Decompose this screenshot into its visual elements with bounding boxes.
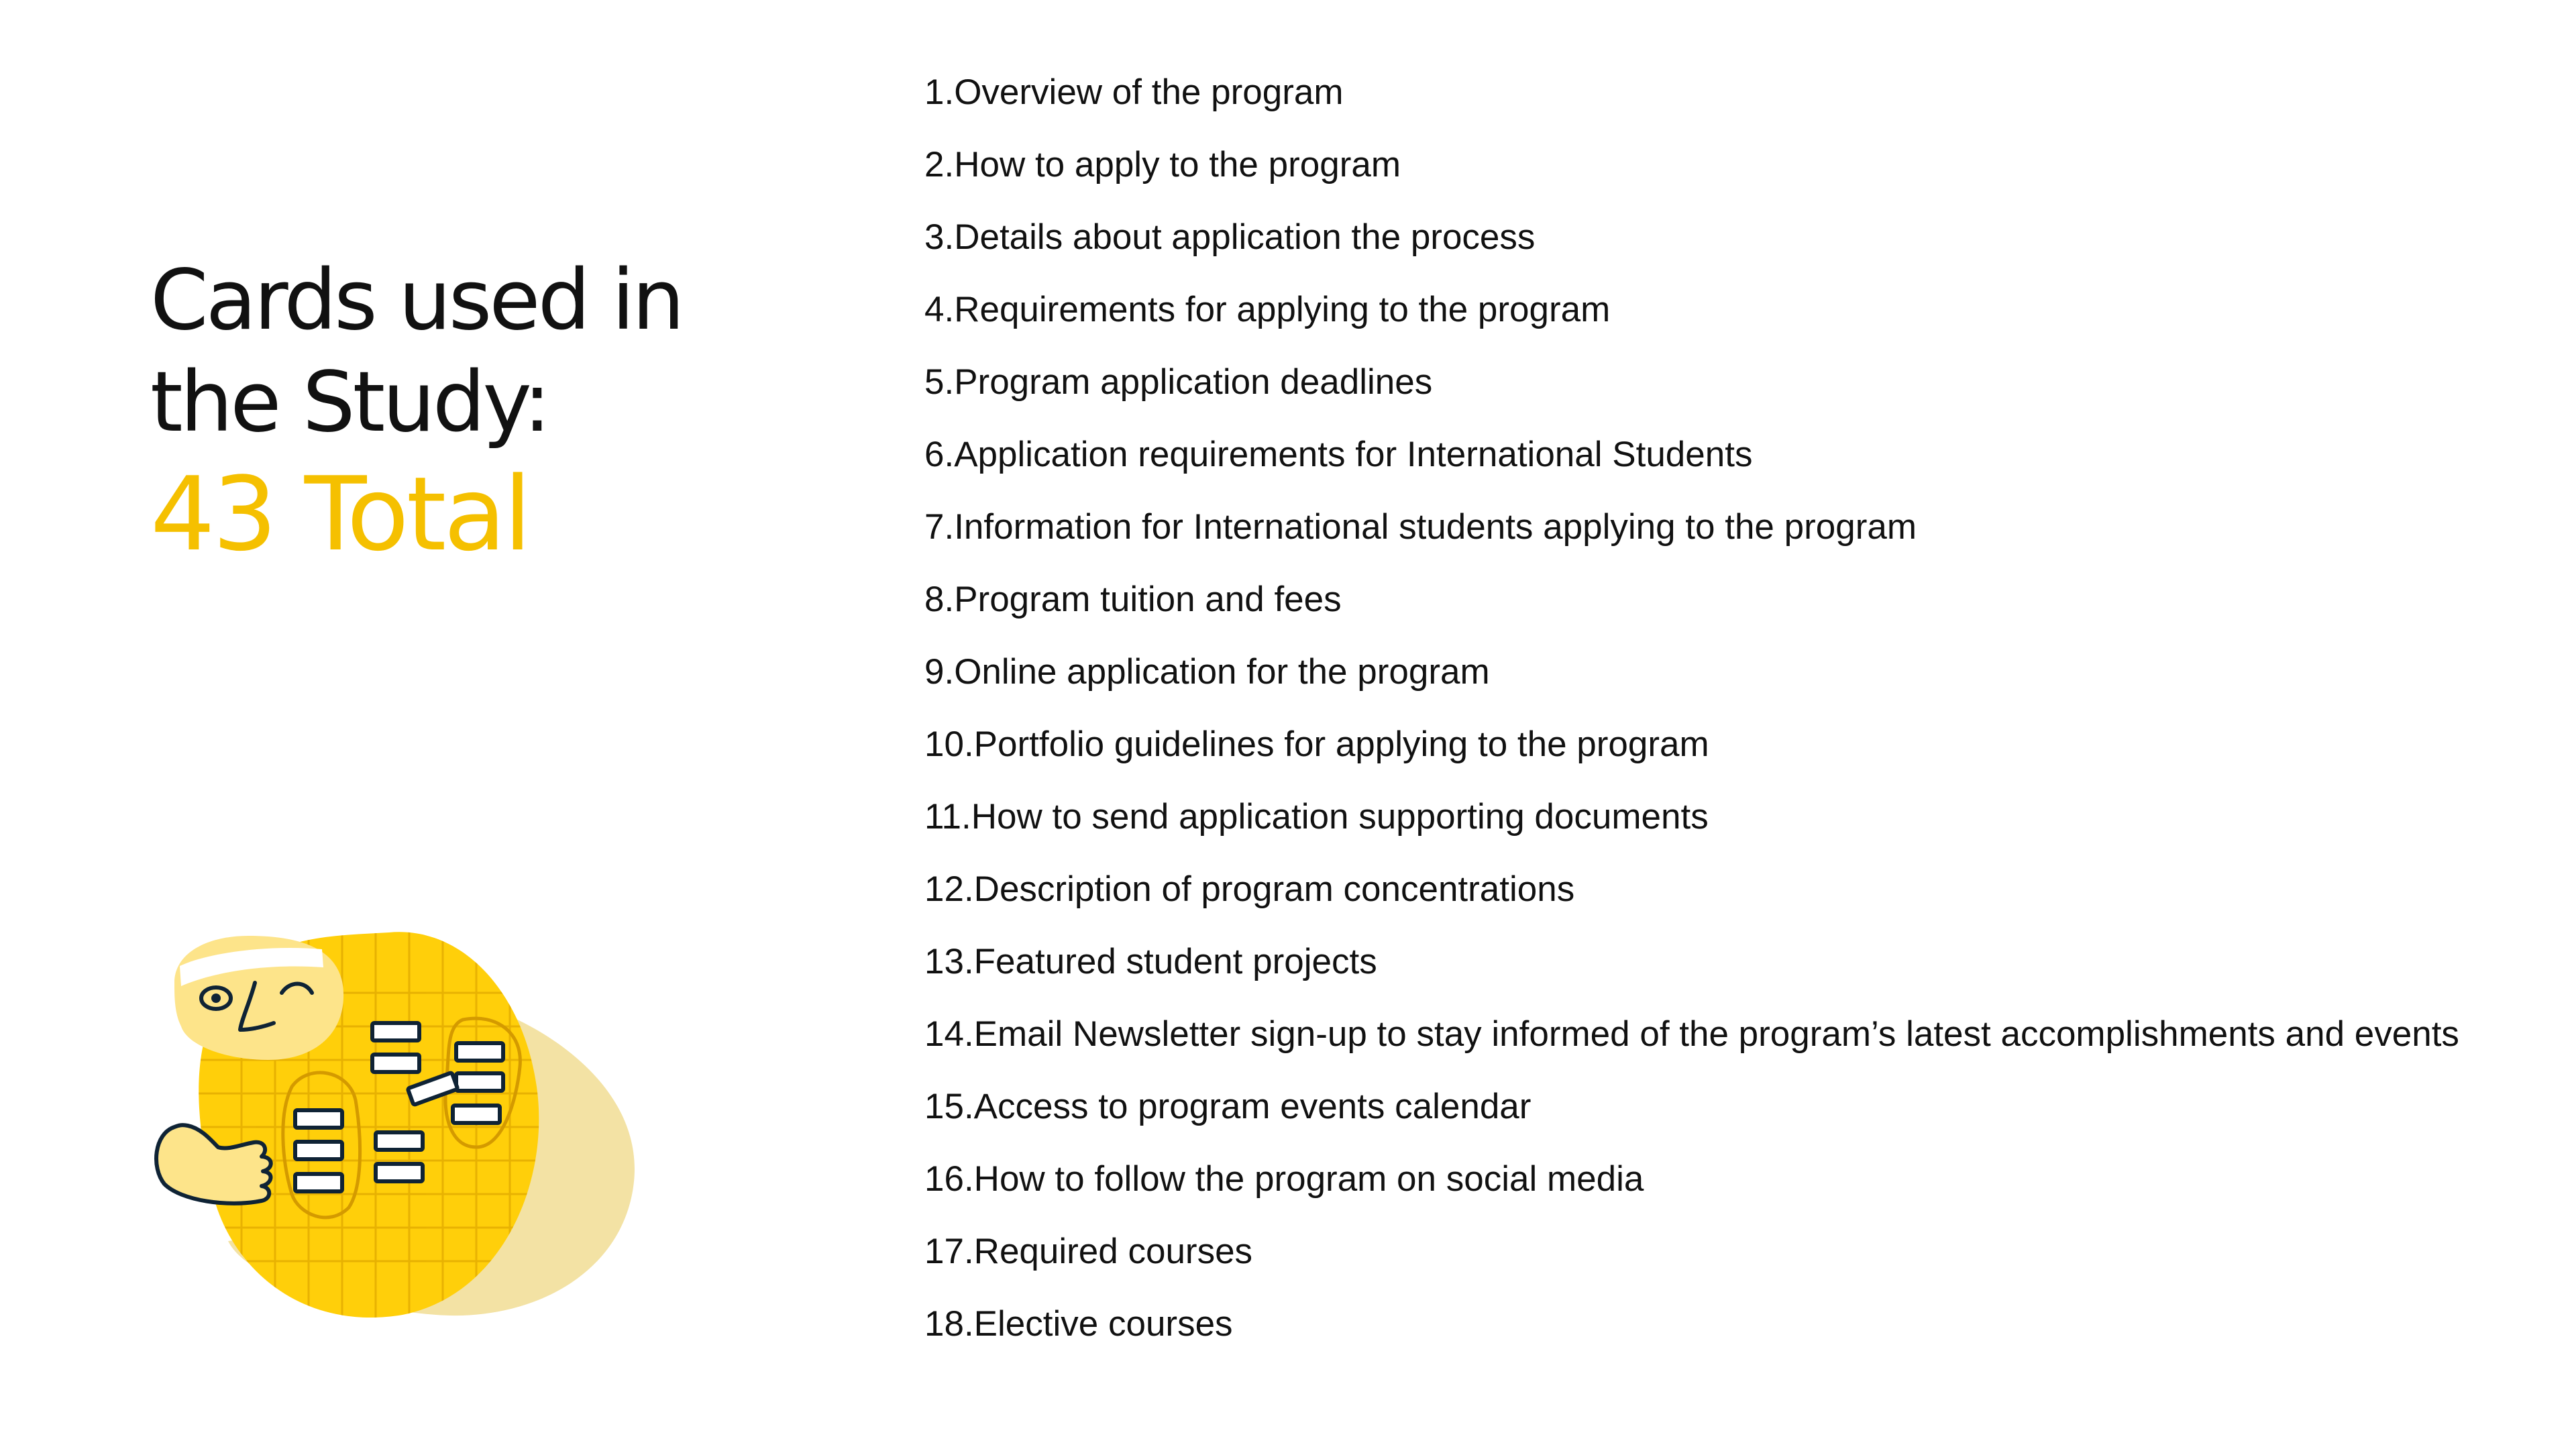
card-list-item: 10.Portfolio guidelines for applying to the program [924, 724, 1709, 764]
card-list-item: 1.Overview of the program [924, 72, 1344, 112]
slide-title [150, 250, 861, 572]
card-list-item: 4.Requirements for applying to the program [924, 290, 1611, 329]
card-list-item: 9.Online application for the program [924, 652, 1490, 692]
card-list-item: 16.How to follow the program on social media [924, 1159, 1644, 1199]
title-line-2: the Study: [150, 354, 549, 451]
card-list-item: 13.Featured student projects [924, 942, 1377, 981]
total-count: 43 Total [150, 455, 529, 574]
card-sorting-person-illustration [148, 919, 644, 1322]
card-list-item: 15.Access to program events calendar [924, 1087, 1532, 1126]
card-list-item: 17.Required courses [924, 1232, 1253, 1271]
card-list-item: 8.Program tuition and fees [924, 580, 1342, 619]
card-list-item: 14.Email Newsletter sign-up to stay informed of the program’s latest accomplishments and events [924, 1014, 2459, 1054]
card-list-item: 18.Elective courses [924, 1304, 1233, 1344]
card-list-item: 12.Description of program concentrations [924, 869, 1575, 909]
card-list-item: 2.How to apply to the program [924, 145, 1401, 184]
card-list-item: 11.How to send application supporting documents [924, 797, 1709, 837]
card-list-item: 3.Details about application the process [924, 217, 1536, 257]
title-line-1: Cards used in [150, 252, 682, 349]
card-list-item: 7.Information for International students applying to the program [924, 507, 1917, 547]
card-list-item: 6.Application requirements for International Students [924, 435, 1753, 474]
card-list-item: 5.Program application deadlines [924, 362, 1433, 402]
card-list [924, 70, 2461, 1374]
